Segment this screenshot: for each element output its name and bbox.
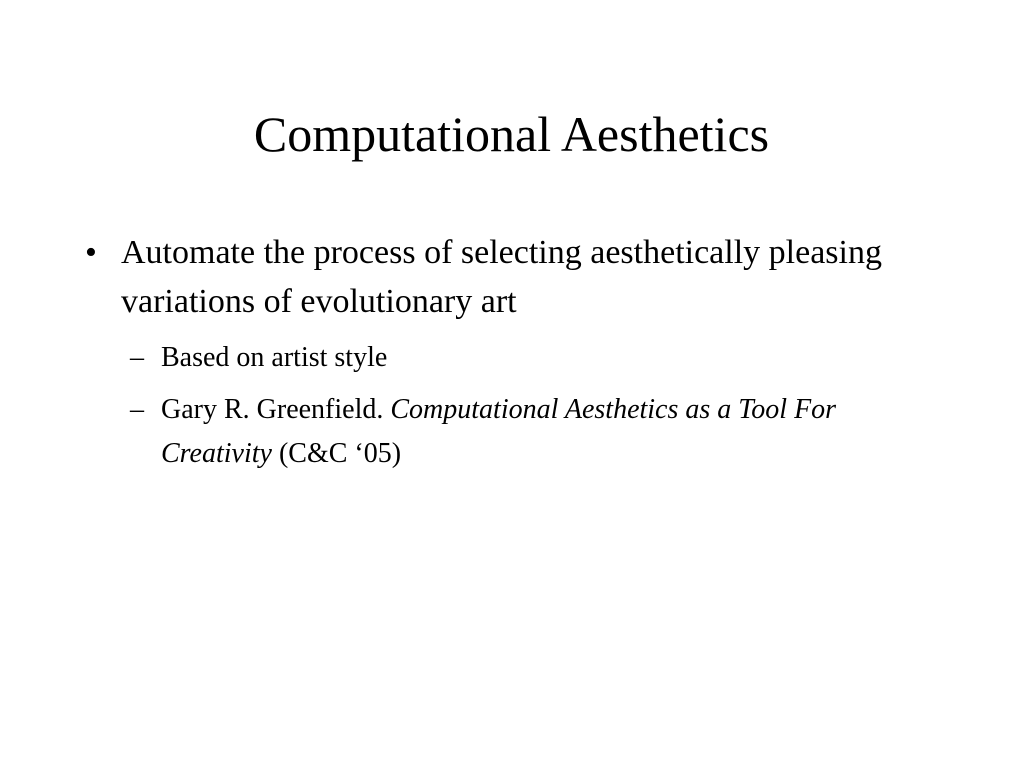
bullet-marker: •: [85, 234, 97, 271]
bullet-item: [85, 228, 945, 326]
sub-bullet-item: [130, 336, 930, 380]
sub-bullet-text: Based on artist style: [161, 342, 388, 373]
sub-bullet-item: [130, 388, 930, 476]
sub-bullet-marker: –: [130, 394, 144, 425]
citation-author: Gary R. Greenfield.: [161, 394, 384, 425]
bullet-text: Automate the process of selecting aesthetically pleasing variations of evolutionary art: [121, 234, 882, 320]
citation-work-title: Computational Aesthetics as a Tool For Creativity: [161, 394, 837, 469]
citation-venue: (C&C ‘05): [278, 438, 402, 469]
slide-title: Computational Aesthetics: [253, 106, 770, 162]
citation-text: [161, 388, 930, 476]
sub-bullet-marker: –: [130, 342, 144, 373]
